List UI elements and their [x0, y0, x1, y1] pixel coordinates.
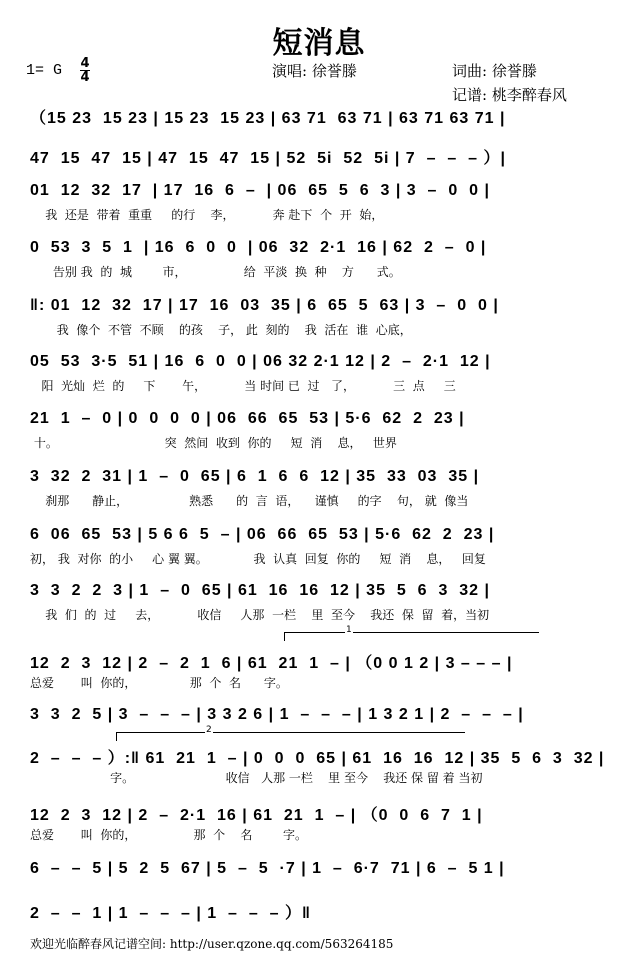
notation-line: 47 15 47 15 | 47 15 47 15 | 52 5i 52 5i | 7 – – – ）| [30, 150, 506, 167]
score-row [30, 900, 610, 940]
time-signature-bottom: 4 [80, 70, 90, 85]
lyric-line: 我 像个 不管 不顾 的孩 子， 此 刻的 我 活在 谁 心底， [30, 323, 412, 337]
notation-line: ‖: 01 12 32 17 | 17 16 03 35 | 6 65 5 63 | 3 – 0 0 | [30, 297, 499, 314]
volta-bracket-1 [284, 625, 539, 641]
lyric-line: 字。 收信 人那 一栏 里 至今 我还 保 留 着 当初 [30, 771, 483, 785]
notation-line: 01 12 32 17 | 17 16 6 – | 06 65 5 6 3 | 3 – 0 0 | [30, 182, 490, 199]
notation-line: 05 53 3·5 51 | 16 6 0 0 | 06 32 2·1 12 | 2 – 2·1 12 | [30, 353, 491, 370]
score-row [30, 650, 610, 690]
time-signature-top: 4 [80, 56, 90, 71]
notation-line: 3 3 2 5 | 3 – – – | 3 3 2 6 | 1 – – – | 1 3 2 1 | 2 – – – | [30, 706, 524, 723]
singer-credit: 演唱: 徐誉滕 [272, 62, 357, 80]
notation-line: 2 – – 1 | 1 – – – | 1 – – – ）‖ [30, 905, 311, 922]
score-row [30, 353, 610, 393]
volta-label: 1 [346, 625, 352, 635]
song-title: 短消息 [272, 26, 366, 61]
notation-line: 0 53 3 5 1 | 16 6 0 0 | 06 32 2·1 16 | 62 2 – 0 | [30, 239, 487, 256]
notation-line: 6 06 65 53 | 5 6 6 5 – | 06 66 65 53 | 5·6 62 2 23 | [30, 526, 495, 543]
score-row [30, 860, 610, 900]
score-row [30, 297, 610, 337]
lyric-line: 我 还是 带着 重重 的行 李， 奔 赴下 个 开 始， [30, 208, 384, 222]
lyric-line: 刹那 静止， 熟悉 的 言 语， 谨慎 的字 句， 就 像当 [30, 494, 469, 508]
lyric-line: 十。 突 然间 收到 你的 短 消 息， 世界 [30, 436, 397, 450]
score-row [30, 239, 610, 279]
notation-line: 3 32 2 31 | 1 – 0 65 | 6 1 6 6 12 | 35 33 03 35 | [30, 468, 480, 485]
score-row [30, 582, 610, 622]
score-row [30, 802, 610, 842]
score-row [30, 526, 610, 566]
footer-credit-link: 欢迎光临醉春风记谱空间: http://user.qzone.qq.com/563264185 [30, 937, 394, 951]
lyric-line: 初， 我 对你 的小 心 翼 翼。 我 认真 回复 你的 短 消 息， 回复 [30, 552, 486, 566]
lyric-line: 告别 我 的 城 市， 给 平淡 换 种 方 式。 [30, 265, 401, 279]
score-row [30, 145, 610, 185]
score-row [30, 182, 610, 222]
lyric-line: 总爱 叫 你的， 那 个 名 字。 [30, 828, 307, 842]
lyric-line: 阳 光灿 烂 的 下 午， 当 时间 已 过 了， 三 点 三 [30, 379, 456, 393]
score-row [30, 468, 610, 508]
notation-line: 3 3 2 2 3 | 1 – 0 65 | 61 16 16 12 | 35 5 6 3 32 | [30, 582, 490, 599]
notation-line: 21 1 – 0 | 0 0 0 0 | 06 66 65 53 | 5·6 62 2 23 | [30, 410, 465, 427]
key-signature: 1= G [26, 62, 63, 79]
notation-line: 6 – – 5 | 5 2 5 67 | 5 – 5 ·7 | 1 – 6·7 71 | 6 – 5 1 | [30, 860, 505, 877]
score-row [30, 105, 610, 145]
volta-label: 2 [206, 725, 212, 735]
score-row [30, 410, 610, 450]
transcriber-credit: 记谱: 桃李醉春风 [452, 86, 567, 104]
lyric-line: 总爱 叫 你的， 那 个 名 字。 [30, 676, 288, 690]
notation-line: 12 2 3 12 | 2 – 2·1 16 | 61 21 1 – | （0 0 6 7 1 | [30, 807, 483, 824]
lyric-line: 我 们 的 过 去， 收信 人那 一栏 里 至今 我还 保 留 着，当初 [30, 608, 490, 622]
notation-line: （15 23 15 23 | 15 23 15 23 | 63 71 63 71 | 63 71 63 71 | [30, 110, 506, 127]
score-row [30, 745, 610, 785]
notation-line: 12 2 3 12 | 2 – 2 1 6 | 61 21 1 – | （0 0 1 2 | 3 – – – | [30, 655, 513, 672]
notation-line: 2 – – – ）:‖ 61 21 1 – | 0 0 0 65 | 61 16 16 12 | 35 5 6 3 32 | [30, 750, 605, 767]
composer-credit: 词曲: 徐誉滕 [452, 62, 537, 80]
time-signature [80, 58, 90, 83]
volta-bracket-2 [116, 725, 465, 741]
